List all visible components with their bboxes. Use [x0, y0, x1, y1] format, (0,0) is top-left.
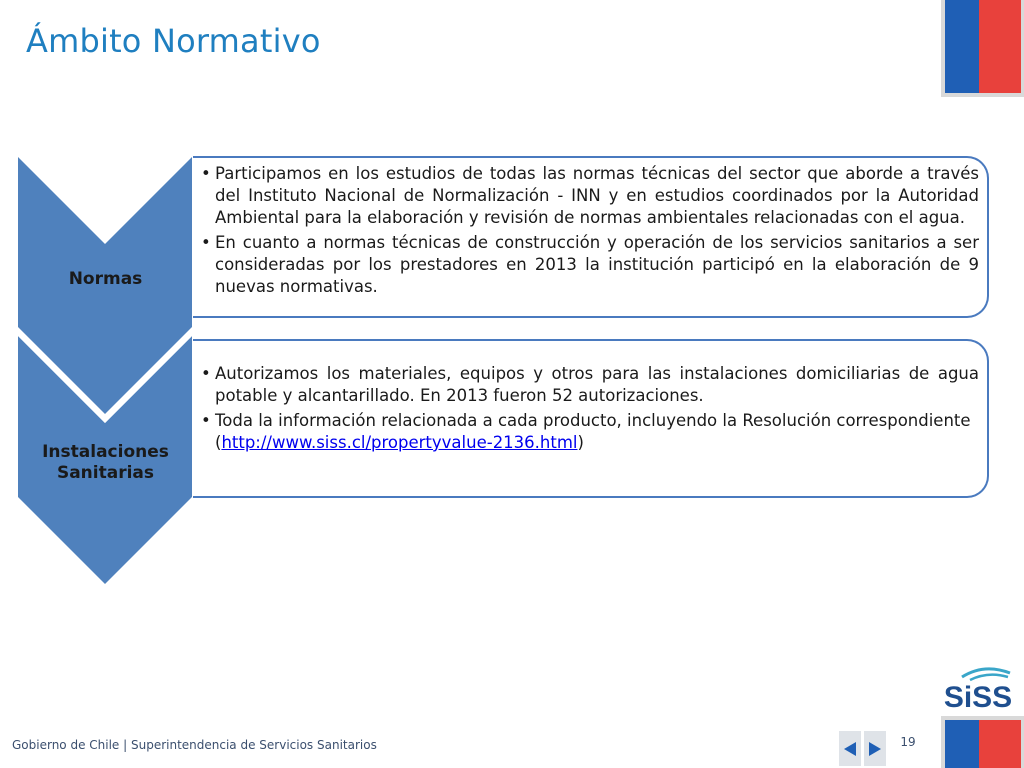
bullet-item: • Autorizamos los materiales, equipos y otros para las instalaciones domiciliarias de agua potable y alcantarillado. En 2013 fueron 52 autorizaciones. — [193, 363, 979, 407]
siss-logo — [932, 663, 1024, 713]
bullet-item: • Participamos en los estudios de todas las normas técnicas del sector que aborde a través del Instituto Nacional de Normalización - INN y en estudios coordinados por la Autoridad Ambiental para la elaboración y revisión de normas ambientales relacionadas con el agua. — [193, 163, 979, 229]
page-number: 19 — [900, 735, 916, 749]
section-label-normas: Normas — [68, 269, 143, 289]
content-card-instalaciones — [193, 339, 989, 498]
prev-slide-button[interactable] — [839, 731, 861, 766]
logo-text: SiSS — [943, 681, 1013, 713]
section-label-instalaciones — [18, 442, 193, 484]
footer-text: Gobierno de Chile | Superintendencia de Servicios Sanitarios — [12, 738, 377, 752]
section-label-line1: Instalaciones — [42, 442, 169, 462]
bullet-list — [193, 163, 979, 298]
next-slide-button[interactable] — [864, 731, 886, 766]
page-title: Ámbito Normativo — [26, 22, 321, 60]
bullet-item — [193, 410, 979, 454]
content-card-normas — [193, 156, 989, 318]
bullet-item: • En cuanto a normas técnicas de construcción y operación de los servicios sanitarios a ser consideradas por los prestadores en 2013 la institución participó en la elaboración de 9 nuevas normativas. — [193, 232, 979, 298]
triangle-left-icon — [842, 741, 858, 757]
section-label-line2: Sanitarias — [56, 463, 155, 483]
bullet-text-end: ) — [577, 433, 584, 452]
bullet-list — [193, 363, 979, 454]
triangle-right-icon — [867, 741, 883, 757]
flag-ribbon-top — [941, 0, 1024, 97]
flag-ribbon-bottom — [941, 716, 1024, 768]
bullet-text: Toda la información relacionada a cada producto, incluyendo la Resolución correspondiente ( — [215, 411, 971, 452]
resolution-link[interactable]: http://www.siss.cl/propertyvalue-2136.html — [221, 433, 578, 452]
process-chevrons — [0, 0, 200, 600]
